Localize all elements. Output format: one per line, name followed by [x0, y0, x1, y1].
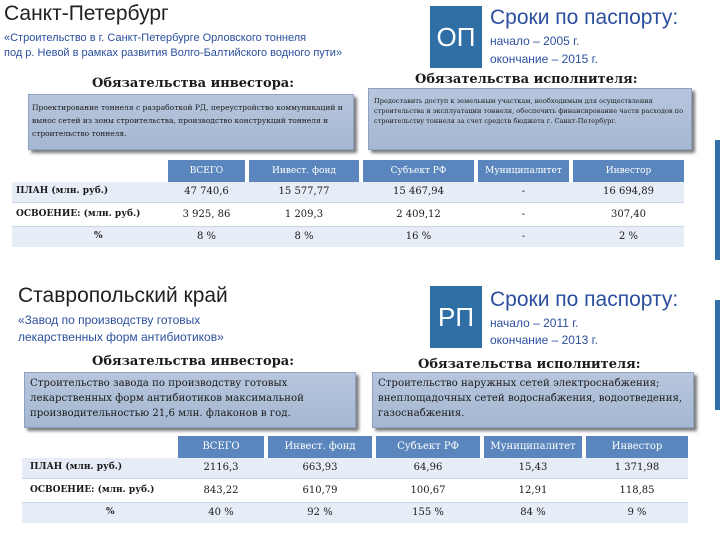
spb-percent-total: 8 %	[196, 231, 217, 242]
right-accent-bottom	[715, 300, 720, 410]
stav-plan-region: 64,96	[413, 462, 443, 473]
stav-investor-heading: Обязательства инвестора:	[92, 354, 295, 369]
stav-plan-investor: 1 371,98	[614, 462, 660, 473]
spb-passport-title: Сроки по паспорту:	[490, 6, 679, 29]
spb-fact-total: 3 925, 86	[182, 209, 231, 220]
spb-row-percent-label: %	[94, 231, 103, 241]
stav-fact-investor: 118,85	[619, 485, 655, 496]
stav-passport-end: окончание – 2013 г.	[490, 333, 598, 347]
spb-th-investor: Инвестор	[573, 160, 684, 182]
spb-investor-text: Проектирование тоннеля с разработкой РД, переустройство коммуникаций и вынос сетей из зоны строительства, производство конструкций тоннеля и строительство тоннеля.	[32, 103, 343, 138]
spb-row-fact-label: ОСВОЕНИЕ: (млн. руб.)	[16, 209, 141, 219]
stav-th-municipality: Муниципалитет	[484, 436, 582, 458]
spb-project-badge: ОП	[430, 6, 482, 68]
spb-plan-fund: 15 577,77	[278, 186, 330, 197]
spb-subtitle-line1: «Строительство в г. Санкт-Петербурге Орловского тоннеля	[4, 32, 307, 44]
stav-th-investor: Инвестор	[586, 436, 688, 458]
spb-percent-investor: 2 %	[618, 231, 639, 242]
stav-project-badge: РП	[430, 286, 482, 348]
spb-title: Санкт-Петербург	[4, 2, 169, 25]
spb-plan-municipality: -	[521, 186, 526, 197]
stav-fact-municipality: 12,91	[518, 485, 548, 496]
stav-percent-total: 40 %	[208, 507, 234, 518]
spb-percent-fund: 8 %	[294, 231, 314, 242]
stav-percent-region: 155 %	[412, 507, 444, 518]
spb-th-municipality: Муниципалитет	[478, 160, 569, 182]
spb-fact-municipality: -	[521, 209, 526, 220]
stav-row-divider-1	[22, 478, 688, 479]
stav-passport-start: начало – 2011 г.	[490, 316, 579, 330]
spb-executor-heading: Обязательства исполнителя:	[415, 72, 638, 87]
stav-row-fact-label: ОСВОЕНИЕ: (млн. руб.)	[30, 485, 155, 495]
spb-subtitle-line2: под р. Невой в рамках развития Волго-Балтийского водного пути»	[4, 47, 343, 59]
stav-percent-investor: 9 %	[627, 507, 647, 518]
spb-executor-text: Предоставить доступ к земельным участкам, необходимым для осуществления строительства и эксплуатации тоннеля, обеспечить финансирование части расходов по строительству тоннеля за счет средств бюджета г. Санкт-Петербург.	[374, 97, 684, 125]
spb-row-divider-1	[12, 202, 684, 203]
stav-executor-text: Строительство наружных сетей электроснабжения; внеплощадочных сетей водоснабжения, водоотведения, газоснабжения.	[378, 378, 683, 419]
spb-plan-investor: 16 694,89	[603, 186, 654, 197]
stav-investor-text: Строительство завода по производству готовых лекарственных форм антибиотиков максимальной производительностью 21,6 млн. флаконов в год.	[30, 378, 304, 419]
spb-th-fund: Инвест. фонд	[249, 160, 359, 182]
spb-fact-fund: 1 209,3	[284, 209, 324, 220]
spb-investor-heading: Обязательства инвестора:	[92, 76, 295, 91]
stav-fact-fund: 610,79	[302, 485, 338, 496]
stav-th-total: ВСЕГО	[178, 436, 264, 458]
stav-row-percent-label: %	[106, 507, 115, 517]
stav-title: Ставропольский край	[18, 284, 228, 307]
spb-percent-municipality: -	[521, 231, 526, 242]
stav-percent-municipality: 84 %	[520, 507, 546, 518]
spb-th-region: Субъект РФ	[363, 160, 474, 182]
spb-th-total: ВСЕГО	[168, 160, 245, 182]
stav-plan-municipality: 15,43	[518, 462, 548, 473]
stav-th-region: Субъект РФ	[376, 436, 480, 458]
stav-plan-fund: 663,93	[302, 462, 338, 473]
stav-fact-total: 843,22	[203, 485, 239, 496]
spb-passport-start: начало – 2005 г.	[490, 34, 580, 48]
right-accent-top	[715, 140, 720, 260]
spb-fact-region: 2 409,12	[396, 209, 441, 220]
stav-plan-total: 2116,3	[203, 462, 239, 473]
stav-th-fund: Инвест. фонд	[268, 436, 372, 458]
spb-plan-region: 15 467,94	[393, 186, 444, 197]
stav-fact-region: 100,67	[410, 485, 446, 496]
stav-passport-title: Сроки по паспорту:	[490, 288, 679, 311]
stav-row-plan-label: ПЛАН (млн. руб.)	[30, 462, 123, 472]
spb-passport-end: окончание – 2015 г.	[490, 52, 598, 66]
spb-plan-total: 47 740,6	[184, 186, 229, 197]
stav-subtitle-line2: лекарственных форм антибиотиков»	[18, 330, 224, 344]
stav-executor-heading: Обязательства исполнителя:	[418, 357, 641, 372]
stav-percent-fund: 92 %	[307, 507, 333, 518]
spb-percent-region: 16 %	[405, 231, 432, 242]
stav-subtitle-line1: «Завод по производству готовых	[18, 313, 201, 327]
spb-row-plan-label: ПЛАН (млн. руб.)	[16, 186, 109, 196]
spb-fact-investor: 307,40	[611, 209, 646, 220]
